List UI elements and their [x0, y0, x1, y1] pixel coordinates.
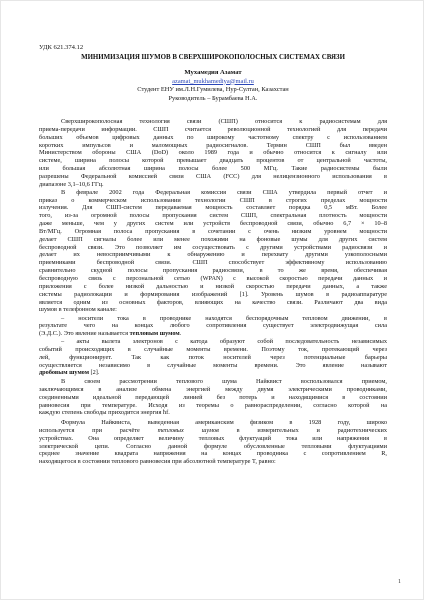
- text-line: событий происходящих в случайные моменты времени. Поэтому ток, протекающий через: [39, 345, 387, 353]
- paragraph-5: [39, 378, 387, 417]
- text-line: приказ о коммерческом использовании технологии СШП в строгих пределах мощности: [39, 196, 387, 204]
- text-line: делает их невосприимчивыми к обнаружению и перехвату другими узкополосными: [39, 251, 387, 259]
- term-shot-noise: дробовым шумом: [39, 369, 89, 377]
- text-run: Формула Найквиста, выведенная американским физиком в 1928 году, широко: [61, 419, 387, 426]
- paragraph-4: [39, 338, 387, 377]
- text-line: – акты вылета электронов с катода образуют собой последовательность независимых: [61, 338, 387, 345]
- text-line: – носители тока в проводнике находятся беспорядочным тепловом движении, в: [61, 314, 387, 322]
- text-line: среднее значение квадрата напряжения на концах проводника с сопротивлением R,: [39, 450, 387, 458]
- text-line: диапазоне 3,1–10,6 ГГц.: [39, 180, 104, 188]
- text-line: В своем рассмотрении теплового шума Найквист воспользовался приемом,: [61, 378, 387, 385]
- text-run: .: [179, 330, 182, 338]
- text-line: приема-передачи информации. СШП считается революционной технологией для передачи: [39, 125, 387, 133]
- text-line: заключающимся в анализе обмена энергией между двумя электрическими проводниками,: [39, 385, 387, 393]
- text-line: электрической цепи. Согласно данной формуле обусловленные тепловыми флуктуациями: [39, 442, 387, 450]
- text-line: беспроводную связь с персональной сетью (WPAN) с высокой скоростью передачи данных и: [39, 274, 387, 282]
- text-run: в измерительных и радиотехнических: [218, 426, 387, 434]
- term-thermal-noise-italic: тепловых шумов: [157, 426, 219, 434]
- text-line: является одним из основных факторов, влияющих на качество связи. Различают два вида: [39, 298, 387, 306]
- text-run: [2].: [88, 369, 100, 377]
- text-line: соединенными идеальной передающей линией без потерь и находящимися в состоянии: [39, 393, 387, 401]
- paragraph-1: [39, 118, 387, 189]
- text-line: [39, 427, 387, 435]
- text-line: устройствах. Она определяет величину тепловых флуктуаций тока или напряжения в: [39, 434, 387, 442]
- author-affiliation: Студент ЕНУ им.Л.Н.Гумилева, Нур-Султан, Казахстан: [137, 86, 289, 93]
- text-line: приемниками беспроводной связи. СШП способствует эффективному использованию: [39, 259, 387, 267]
- text-line: находящегося в состоянии теплового равновесия при абсолютной температуре T, равно:: [39, 458, 276, 466]
- text-line: Вт/МГц. Огромная полоса пропускания в сочетании с очень низким уровнем мощности: [39, 227, 387, 235]
- text-line: коротких импульсов и маломощных радиосигналов. Термин СШП был введен: [39, 141, 387, 149]
- text-run: (Э.Д.С.). Это явление называется: [39, 330, 130, 338]
- text-line: лей, функционирует. Так как поток носителей через потенциальные барьеры: [39, 353, 387, 361]
- term-thermal-noise: тепловым шумом: [129, 330, 180, 338]
- text-line: [39, 419, 387, 427]
- text-line: сравнительно скудной полосы пропускания радиосвязи, в то же время, обеспечивая: [39, 267, 387, 275]
- text-line: того, из-за огромной полосы пропускания систем СШП, спектральная плотность мощности: [39, 212, 387, 220]
- text-line: [39, 330, 387, 338]
- text-line: излучения. Для СШП-систем передаваемая мощность составляет порядка 0,5 мВт. Более: [39, 204, 387, 212]
- text-line: результате чего на концах любого сопротивления существует электродвижущая сила: [39, 322, 387, 330]
- text-line: Министерством обороны США (DoD) около 1989 года и обычно относится к сигналу или: [39, 149, 387, 157]
- text-line: делает СШП сигналы более или менее похожими на фоновые шумы для других систем: [39, 235, 387, 243]
- page-number: 1: [398, 579, 401, 585]
- text-line: или большая абсолютная ширина полосы более 500 МГц. Такие радиосистемы были: [39, 165, 387, 173]
- author-name: Мухамедия Азамат: [184, 69, 242, 76]
- supervisor: Руководитель – Бурамбаева Н.А.: [168, 94, 258, 102]
- text-line: системе, ширина полосы которой превышает двадцать процентов от центральной частоты,: [39, 157, 387, 165]
- text-line: приложения с более низкой дальностью и низкой скоростью передачи данных, а также: [39, 282, 387, 290]
- paragraph-3: [39, 315, 387, 339]
- paragraph-6: [39, 419, 387, 466]
- text-line: каждую степень свободы приходится энергия ħf.: [39, 409, 170, 417]
- text-line: разрешены Федеральной комиссией связи США (FCC) для нелицензионного использования в: [39, 172, 387, 180]
- author-email-link[interactable]: azamat_mukhamediya@mail.ru: [172, 77, 254, 85]
- text-line: осуществляется независимо в случайные моменты времени. Это явление называют: [39, 361, 387, 369]
- text-line: больших объемов цифровых данных по широкому частотному спектру с использованием: [39, 133, 387, 141]
- text-line: [39, 369, 387, 377]
- article-title: МИНИМИЗАЦИЯ ШУМОВ В СВЕРХШИРОКОПОЛОСНЫХ СИСТЕМАХ СВЯЗИ: [81, 54, 345, 61]
- text-line: шумов в телефонном канале:: [39, 306, 117, 314]
- text-line: равновесия при температуре. Исходя из теоремы о равнораспределении, согласно которой на: [39, 401, 387, 409]
- text-line: даже меньше, чем у других систем или устройств беспроводной связи, обычно 6,7 × 10–8: [39, 220, 387, 228]
- udc-code: УДК 621.374.12: [39, 44, 84, 51]
- text-line: В феврале 2002 года Федеральная комиссия связи США утвердила первый отчет и: [61, 188, 387, 196]
- text-line: беспроводной связи. Это позволяет им сосуществовать с другими устройствами радиосвязи и: [39, 243, 387, 251]
- text-run: используется при расчёте: [39, 426, 158, 434]
- paragraph-2: [39, 189, 387, 315]
- text-line: системы радиолокации и формирования изображений [1]. Уровень шумов в радиоаппаратуре: [39, 290, 387, 298]
- text-line: Сверхширокополосная технология связи (СШП) относится к радиосистемам для: [61, 118, 387, 125]
